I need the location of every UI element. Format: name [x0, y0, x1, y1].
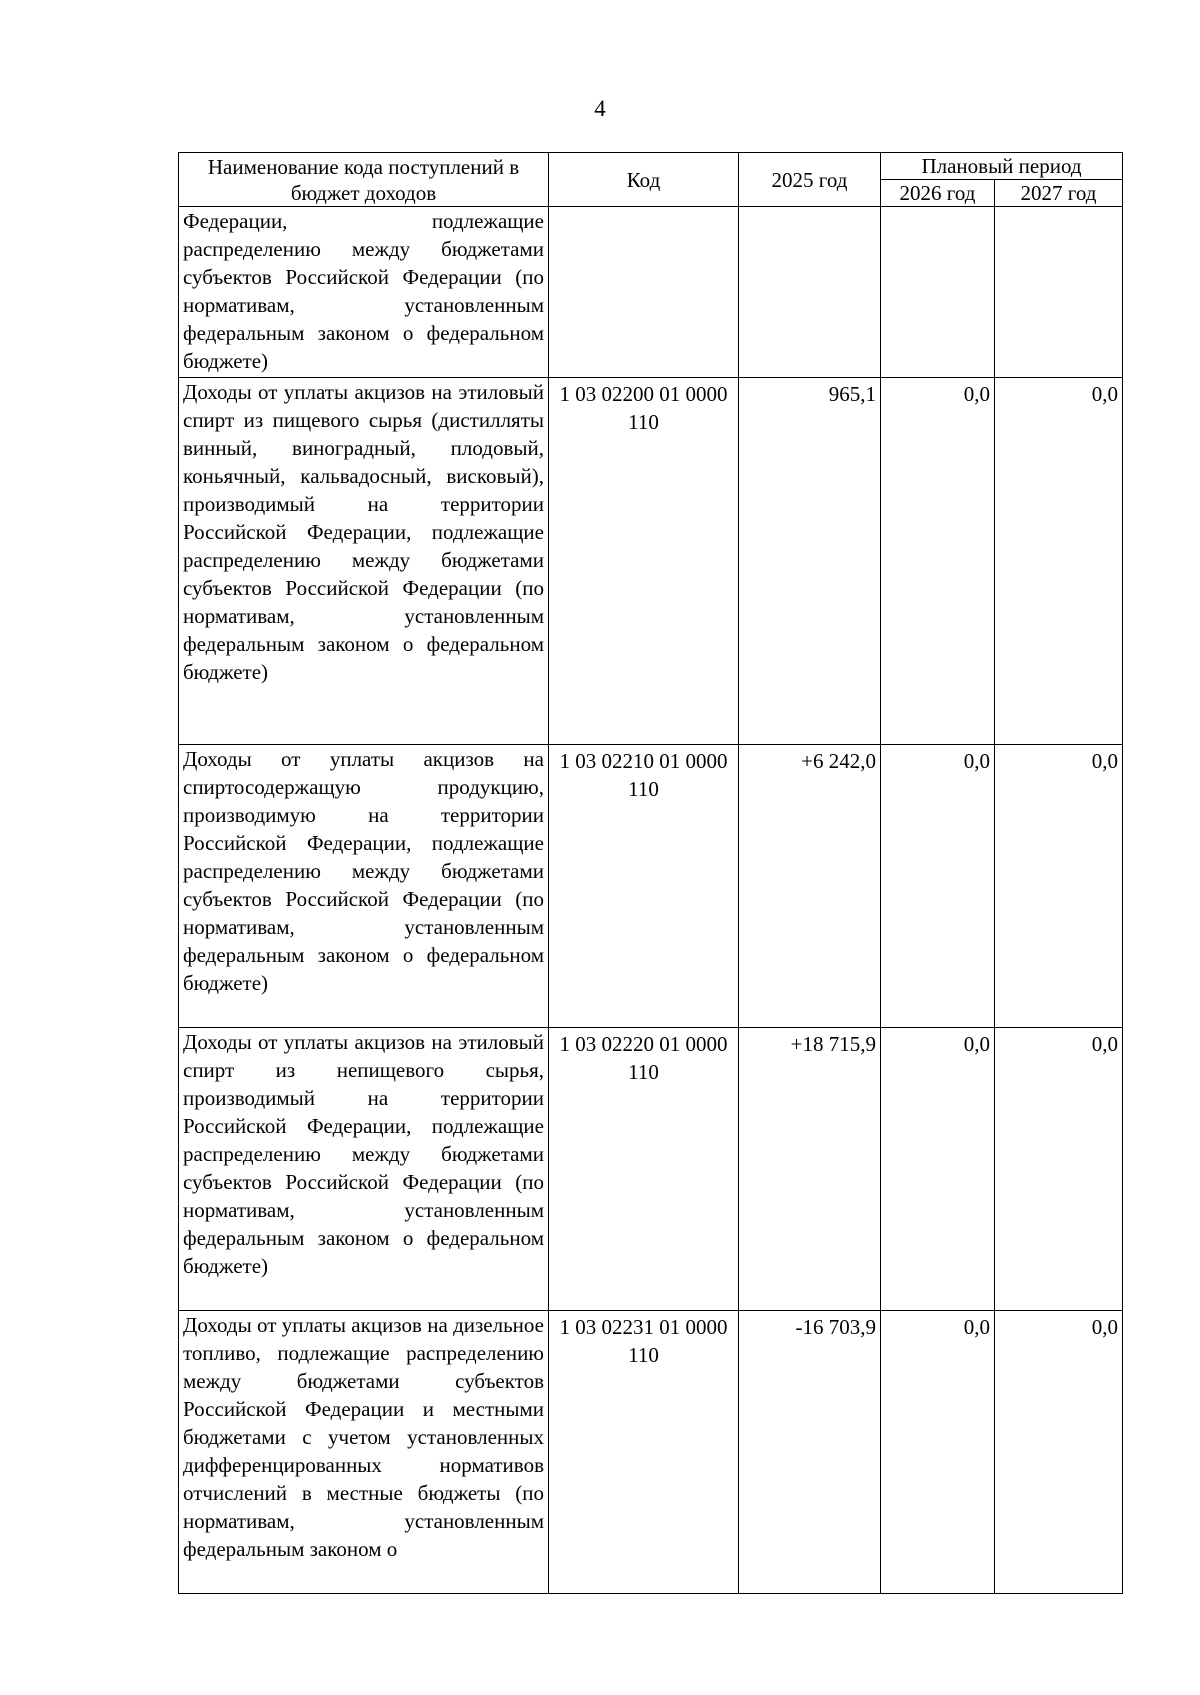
row-value-2026: 0,0 [881, 745, 995, 1028]
row-value-2027: 0,0 [995, 378, 1123, 745]
row-name: Доходы от уплаты акцизов на этиловый спирт из непищевого сырья, производимый на территории Российской Федерации, подлежащие распределению между бюджетами субъектов Российской Федерации (по нормативам, установленным федеральным законом о федеральном бюджете) [179, 1028, 549, 1311]
row-value-2027: 0,0 [995, 1028, 1123, 1311]
header-year-2026: 2026 год [881, 180, 995, 207]
row-value-2025: +18 715,9 [739, 1028, 881, 1311]
row-value-2026 [881, 207, 995, 378]
row-value-2026: 0,0 [881, 1311, 995, 1594]
table-row [179, 745, 1123, 1028]
row-name: Доходы от уплаты акцизов на этиловый спирт из пищевого сырья (дистилляты винный, виноградный, плодовый, коньячный, кальвадосный, висковый), производимый на территории Российской Федерации, подлежащие распределению между бюджетами субъектов Российской Федерации (по нормативам, установленным федеральным законом о федеральном бюджете) [179, 378, 549, 745]
row-value-2027 [995, 207, 1123, 378]
row-value-2026: 0,0 [881, 378, 995, 745]
row-name: Доходы от уплаты акцизов на спиртосодержащую продукцию, производимую на территории Российской Федерации, подлежащие распределению между бюджетами субъектов Российской Федерации (по нормативам, установленным федеральным законом о федеральном бюджете) [179, 745, 549, 1028]
row-code: 1 03 02200 01 0000 110 [549, 378, 739, 745]
table-row [179, 207, 1123, 378]
row-code: 1 03 02231 01 0000 110 [549, 1311, 739, 1594]
header-year-2027: 2027 год [995, 180, 1123, 207]
header-name: Наименование кода поступлений в бюджет доходов [179, 153, 549, 207]
row-value-2025: 965,1 [739, 378, 881, 745]
row-name: Федерации, подлежащие распределению между бюджетами субъектов Российской Федерации (по нормативам, установленным федеральным законом о федеральном бюджете) [179, 207, 549, 378]
row-value-2025: +6 242,0 [739, 745, 881, 1028]
row-name: Доходы от уплаты акцизов на дизельное топливо, подлежащие распределению между бюджетами субъектов Российской Федерации и местными бюджетами с учетом установленных дифференцированных нормативов отчислений в местные бюджеты (по нормативам, установленным федеральным законом о [179, 1311, 549, 1594]
header-year-2025: 2025 год [739, 153, 881, 207]
row-value-2026: 0,0 [881, 1028, 995, 1311]
row-code [549, 207, 739, 378]
revenue-table [178, 152, 1123, 1594]
page-number: 4 [594, 96, 606, 121]
row-value-2027: 0,0 [995, 745, 1123, 1028]
table-row [179, 1311, 1123, 1594]
table-row [179, 378, 1123, 745]
header-code: Код [549, 153, 739, 207]
header-planned-period: Плановый период [881, 153, 1123, 180]
row-value-2027: 0,0 [995, 1311, 1123, 1594]
row-code: 1 03 02210 01 0000 110 [549, 745, 739, 1028]
row-code: 1 03 02220 01 0000 110 [549, 1028, 739, 1311]
table-row [179, 1028, 1123, 1311]
row-value-2025 [739, 207, 881, 378]
row-value-2025: -16 703,9 [739, 1311, 881, 1594]
table-header-row [179, 153, 1123, 180]
